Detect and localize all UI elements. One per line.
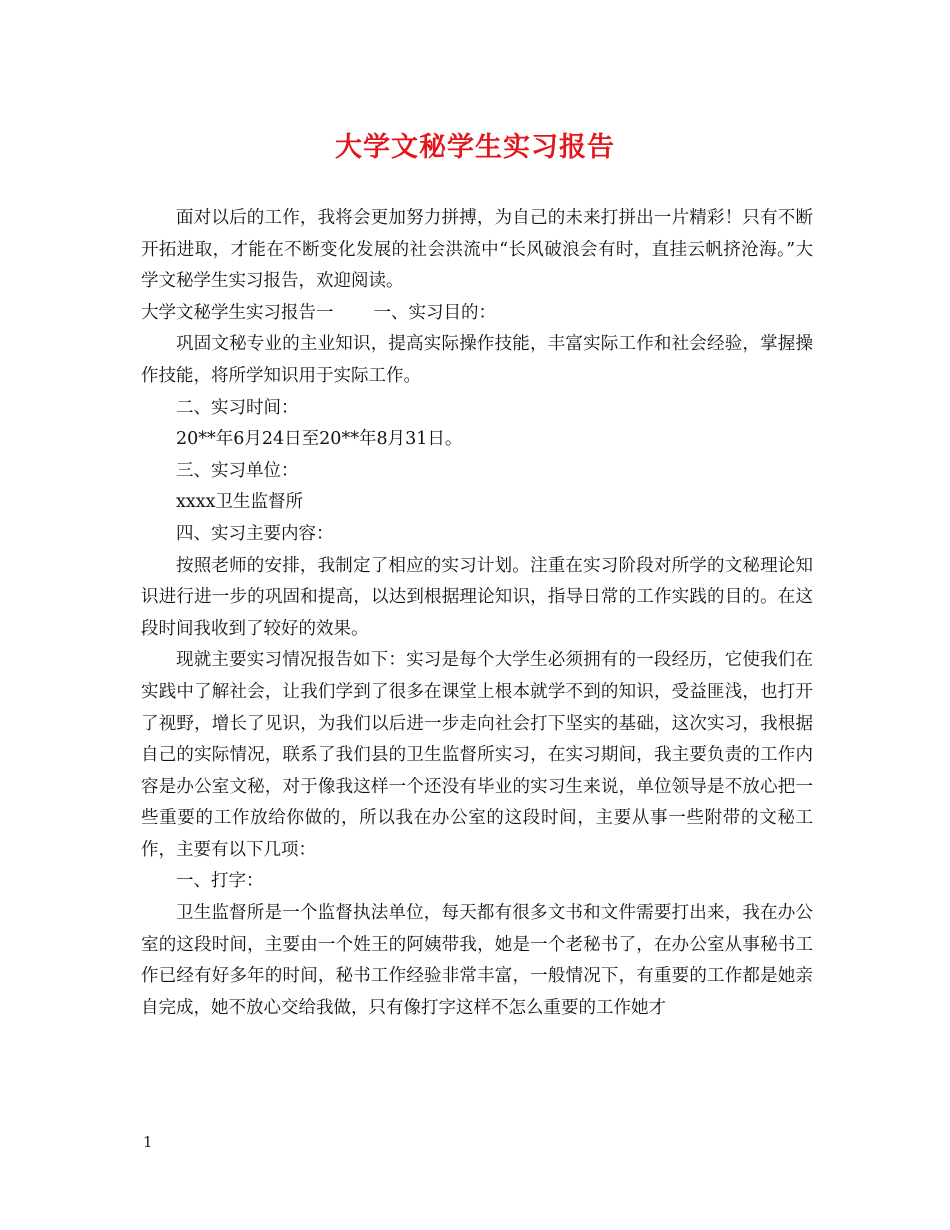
report-heading-row — [141, 298, 813, 330]
section4-paragraph-2: 现就主要实习情况报告如下：实习是每个大学生必须拥有的一段经历，它使我们在实践中了解社会，让我们学到了很多在课堂上根本就学不到的知识，受益匪浅，也打开了视野，增长了见识，为我们以后进一步走向社会打下坚实的基础，这次实习，我根据自己的实际情况，联系了我们县的卫生监督所实习，在实习期间，我主要负责的工作内容是办公室文秘，对于像我这样一个还没有毕业的实习生来说，单位领导是不放心把一些重要的工作放给你做的，所以我在办公室的这段时间，主要从事一些附带的文秘工作，主要有以下几项： — [141, 650, 813, 860]
report-heading: 大学文秘学生实习报告一 — [141, 302, 334, 323]
intro-paragraph: 面对以后的工作，我将会更加努力拼搏，为自己的未来打拼出一片精彩！只有不断开拓进取，才能在不断变化发展的社会洪流中“长风破浪会有时，直挂云帆挤沧海。”大学文秘学生实习报告，欢迎阅读。 — [141, 208, 813, 292]
subsection1-paragraph: 卫生监督所是一个监督执法单位，每天都有很多文书和文件需要打出来，我在办公室的这段时间，主要由一个姓王的阿姨带我，她是一个老秘书了，在办公室从事秘书工作已经有好多年的时间，秘书工作经验非常丰富，一般情况下，有重要的工作都是她亲自完成，她不放心交给我做，只有像打字这样不怎么重要的工作她才 — [141, 903, 813, 1018]
heading-gap — [334, 298, 374, 330]
document-body — [141, 203, 813, 1024]
section3-paragraph: xxxx卫生监督所 — [176, 492, 303, 513]
page-number: 1 — [143, 1133, 153, 1151]
section2-heading: 二、实习时间： — [176, 397, 299, 418]
section4-heading: 四、实习主要内容： — [176, 523, 334, 544]
document-title: 大学文秘学生实习报告 — [335, 132, 615, 163]
section1-heading: 一、实习目的： — [373, 302, 496, 323]
section1-paragraph: 巩固文秘专业的主业知识，提高实际操作技能，丰富实际工作和社会经验，掌握操作技能，将所学知识用于实际工作。 — [141, 334, 813, 386]
section3-heading: 三、实习单位： — [176, 460, 299, 481]
subsection1-heading: 一、打字： — [176, 871, 264, 892]
section4-paragraph-1: 按照老师的安排，我制定了相应的实习计划。注重在实习阶段对所学的文秘理论知识进行进一步的巩固和提高，以达到根据理论知识，指导日常的工作实践的目的。在这段时间我收到了较好的效果。 — [141, 555, 813, 639]
section2-paragraph: 20**年6月24日至20**年8月31日。 — [176, 429, 463, 450]
